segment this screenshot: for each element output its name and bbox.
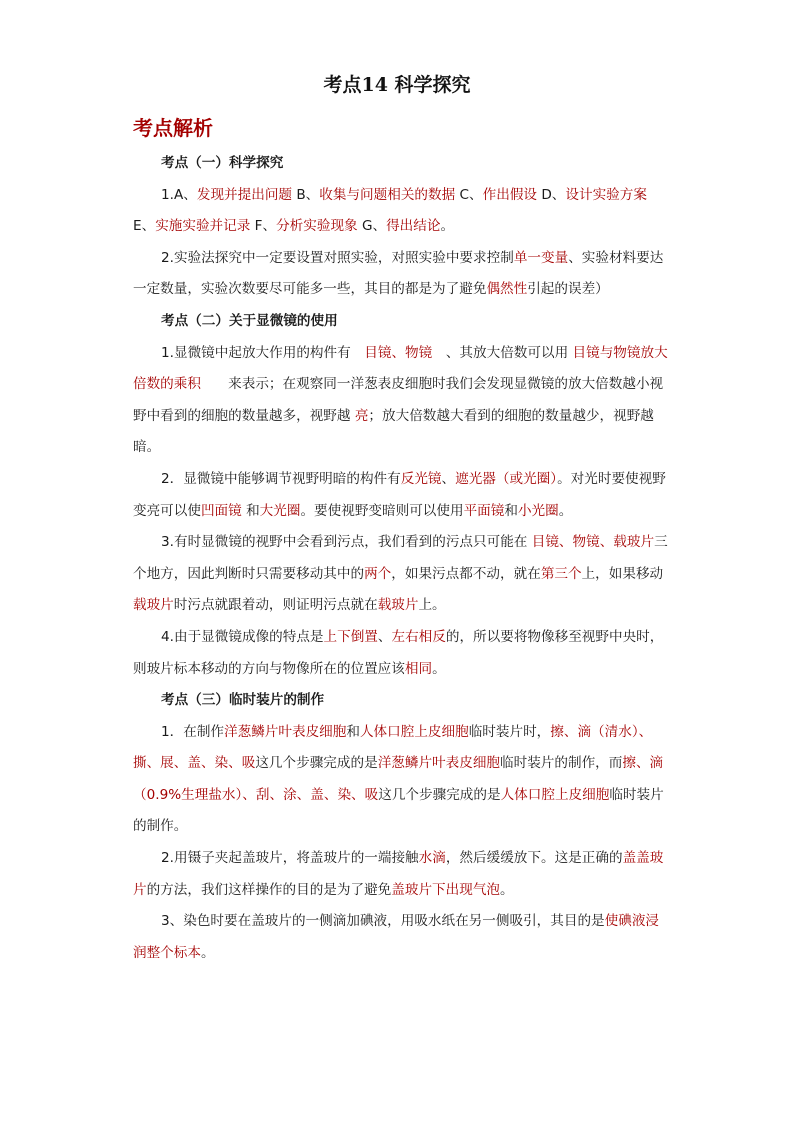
text-segment: 、其放大倍数可以用 [432,344,573,361]
body-paragraph [133,843,668,906]
highlighted-text: 擦、滴（清水）、撕、展、盖、染、吸 [133,723,653,772]
highlighted-text: 洋葱鳞片叶表皮细胞 [224,723,347,740]
text-segment: 。 [500,881,514,898]
text-segment: 1．在制作 [161,723,225,740]
highlighted-text: 反光镜 [400,470,442,487]
text-segment: 、 [377,628,392,645]
highlighted-text: 使碘液浸润整个标本 [133,913,660,961]
text-segment: 和 [504,502,518,519]
text-segment: C、 [455,186,483,203]
text-segment: 考点（三）临时装片的制作 [161,692,325,709]
text-segment: 引起的误差） [527,281,609,298]
text-segment: ；放大倍数越大看到的细胞的数量越少，视野越暗。 [133,407,654,456]
text-segment: E、 [133,218,156,235]
highlighted-text: 单一变量 [513,249,569,266]
text-segment: 2.用镊子夹起盖玻片，将盖玻片的一端接触 [161,850,419,867]
body-paragraph [133,338,668,464]
text-segment: G、 [357,218,387,235]
body-paragraph [133,906,668,969]
text-segment: 考点（一）科学探究 [161,155,284,171]
highlighted-text: 得出结论 [386,218,441,235]
document-title: 考点14 科学探究 [323,74,471,96]
highlighted-text: 擦、滴（0.9%生理盐水）、刮、涂、盖、染、吸 [133,755,664,803]
highlighted-text: 两个 [364,565,392,582]
highlighted-text: 亮 [354,407,369,424]
text-segment: F、 [250,218,277,235]
highlighted-text: 左右相反 [391,628,446,645]
text-segment: 临时装片的制作。 [133,786,664,835]
text-segment: 。要使视野变暗则可以使用 [300,502,464,519]
highlighted-text: 作出假设 [482,186,538,203]
highlighted-text: 收集与问题相关的数据 [319,186,456,203]
body-paragraph [133,180,668,243]
text-segment: 。对光时要使视野变亮可以使 [133,470,666,519]
highlighted-text: 目镜与物镜放大倍数的乘积 [133,344,668,393]
highlighted-text: 小光圈 [517,502,559,519]
body-paragraph [133,717,668,843]
body-paragraph [133,464,668,527]
text-segment: 3、染色时要在盖玻片的一侧滴加碘液，用吸水纸在另一侧吸引，其目的是 [161,913,605,930]
highlighted-text: 载玻片 [133,597,174,614]
text-segment: 。 [432,660,446,677]
text-segment: 的，所以要将物像移至视野中央时，则玻片标本移动的方向与物像所在的位置应该 [133,628,664,677]
text-segment: 临时装片的制作，而 [500,755,623,772]
subsection-heading [133,148,668,180]
highlighted-text: 洋葱鳞片叶表皮细胞 [377,755,501,772]
highlighted-text: 上下倒置 [323,628,378,645]
text-segment: 。 [440,218,455,235]
text-segment: 考点（二）关于显微镜的使用 [161,312,338,329]
text-segment: ，如果污点都不动，就在 [391,565,541,582]
text-segment: 上，如果移动 [581,565,664,582]
body-paragraph [133,622,668,685]
text-segment: 1.A、 [161,186,197,203]
text-segment: 上。 [418,597,446,614]
subsection-heading [133,306,668,338]
text-segment: 和 [346,723,360,740]
highlighted-text: 人体口腔上皮细胞 [359,723,469,740]
text-segment: 、实验材料要达一定数量，实验次数要尽可能多一些，其目的都是为了避免 [133,249,664,298]
highlighted-text: 偶然性 [486,281,528,298]
highlighted-text: 相同 [404,660,433,677]
subsection-heading [133,685,668,717]
text-segment: 4.由于显微镜成像的特点是 [161,628,324,645]
highlighted-text: 盖盖玻片 [133,850,664,898]
highlighted-text: 载玻片 [377,597,419,614]
text-segment: 这几个步骤完成的是 [378,786,501,803]
text-segment: D、 [537,186,566,203]
text-segment: 和 [241,502,260,519]
text-segment: 。 [200,944,215,961]
document-body [133,148,668,969]
text-segment: 2．显微镜中能够调节视野明暗的构件有 [161,470,401,487]
highlighted-text: 水滴 [418,850,446,867]
body-paragraph [133,243,668,306]
highlighted-text: 大光圈 [259,502,301,519]
highlighted-text: 实施实验并记录 [155,218,251,235]
highlighted-text: 平面镜 [463,502,505,519]
highlighted-text: 目镜、物镜 [364,344,433,361]
highlighted-text: 分析实验现象 [276,218,358,235]
text-segment: 、 [441,470,456,487]
text-segment: 来表示；在观察同一洋葱表皮细胞时我们会发现显微镜的放大倍数越小视野中看到的细胞的数量越多，视野越 [133,376,664,424]
text-segment: 的方法，我们这样操作的目的是为了避免 [146,881,392,898]
highlighted-text: 发现并提出问题 [196,186,293,203]
text-segment: 这几个步骤完成的是 [255,755,378,772]
highlighted-text: 遮光器（或光圈） [455,470,558,487]
highlighted-text: 人体口腔上皮细胞 [500,786,610,803]
text-segment: 2.实验法探究中一定要设置对照实验，对照实验中要求控制 [161,249,514,266]
highlighted-text: 第三个 [540,565,582,582]
text-segment: 三个地方，因此判断时只需要移动其中的 [133,534,668,582]
highlighted-text: 凹面镜 [200,502,242,519]
text-segment: 临时装片时， [468,723,551,740]
text-segment: ，然后缓缓放下。这是正确的 [445,850,623,867]
text-segment: 1.显微镜中起放大作用的构件有 [161,344,365,361]
highlighted-text: 设计实验方案 [565,186,647,203]
section-heading: 考点解析 [133,116,213,140]
text-segment: 3.有时显微镜的视野中会看到污点，我们看到的污点只可能在 [161,534,532,551]
highlighted-text: 盖玻片下出现气泡 [391,881,501,898]
text-segment: B、 [292,186,320,203]
text-segment: 时污点就跟着动，则证明污点就在 [173,597,378,614]
body-paragraph [133,527,668,622]
highlighted-text: 目镜、物镜、载玻片 [531,534,655,551]
text-segment: 。 [558,502,573,519]
